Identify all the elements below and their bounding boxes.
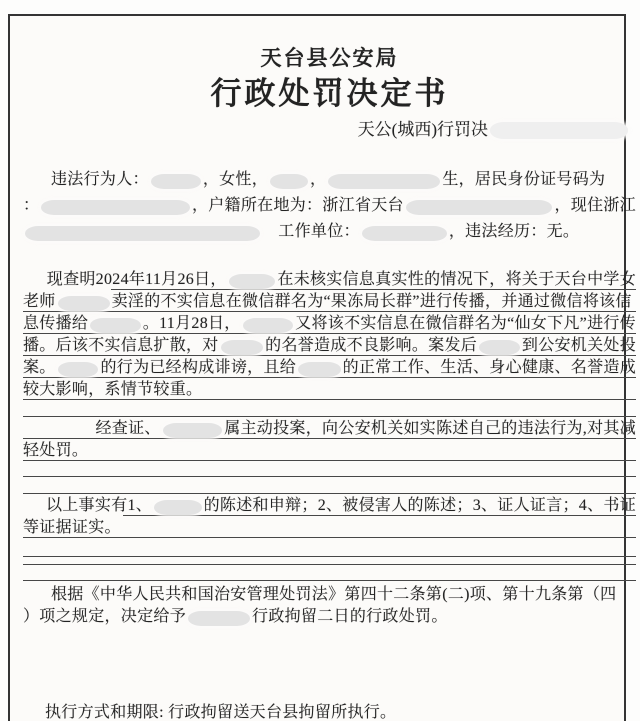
issuing-agency-name: 天台县公安局 xyxy=(260,46,399,70)
document-line xyxy=(23,356,636,378)
document-line xyxy=(23,701,636,721)
text-segment: ，女性， xyxy=(202,171,269,188)
document-line xyxy=(23,190,636,216)
document-line xyxy=(23,290,636,312)
text-segment: 根据《中华人民共和国治安管理处罚法》第四十二条第(二)项、第十九条第（四 xyxy=(51,586,617,603)
text-segment: ，违法经历：无。 xyxy=(448,223,580,240)
text-segment: 又将该不实信息在微信群名为“仙女下凡”进行传 xyxy=(295,315,636,332)
form-rule-line xyxy=(23,564,636,565)
redaction-blob xyxy=(328,174,440,189)
text-segment: 行政拘留二日的行政处罚。 xyxy=(252,608,448,625)
text-segment: 等证据证实。 xyxy=(23,519,121,536)
document-line xyxy=(23,583,636,605)
text-segment: 较大影响，系情节较重。 xyxy=(23,381,203,398)
text-segment: 。11月28日， xyxy=(142,315,241,332)
text-segment: 属主动投案，向公安机关如实陈述自己的违法行为,对其减 xyxy=(224,420,636,437)
text-segment: 工作单位： xyxy=(262,223,360,240)
document-line xyxy=(23,417,636,439)
text-segment: 2024年11月26日， xyxy=(95,271,227,288)
redaction-blob xyxy=(221,340,264,355)
redaction-blob xyxy=(406,200,553,215)
form-rule-line xyxy=(23,476,636,477)
text-segment: ， xyxy=(310,171,327,188)
redaction-blob xyxy=(479,340,520,355)
text-segment: 轻处罚。 xyxy=(23,442,89,459)
redaction-blob xyxy=(151,174,201,189)
form-rule-line xyxy=(23,580,636,581)
document-border-frame xyxy=(8,14,636,721)
text-segment: 案。 xyxy=(23,359,56,376)
redaction-blob xyxy=(362,226,447,241)
text-segment: 现查明 xyxy=(46,271,96,288)
redaction-blob xyxy=(229,274,276,289)
redaction-blob xyxy=(25,226,260,241)
document-line xyxy=(23,538,636,557)
document-line xyxy=(23,494,636,516)
document-line xyxy=(23,605,636,627)
redaction-blob xyxy=(270,174,308,189)
text-segment: ： xyxy=(23,197,40,214)
text-segment: 息传播给 xyxy=(23,315,89,332)
document-line xyxy=(23,565,636,581)
document-line xyxy=(23,439,636,461)
document-line xyxy=(23,378,636,400)
document-body xyxy=(23,164,636,721)
redaction-blob xyxy=(490,122,628,139)
redaction-blob xyxy=(243,318,294,333)
document-line xyxy=(23,461,636,477)
text-segment: ）项之规定，决定给予 xyxy=(23,608,187,625)
document-line xyxy=(23,164,636,190)
evidence-paragraph xyxy=(23,494,636,581)
redaction-blob xyxy=(163,423,222,438)
redaction-blob xyxy=(154,500,202,515)
document-line xyxy=(23,400,636,417)
text-segment: 的陈述和申辩；2、被侵害人的陈述；3、证人证言；4、书证 xyxy=(203,497,636,514)
text-segment: 的正常工作、生活、身心健康、名誉造成 xyxy=(342,359,636,376)
document-line xyxy=(23,557,636,565)
document-line xyxy=(23,334,636,356)
text-segment: 在未核实信息真实性的情况下，将关于天台中学女 xyxy=(277,271,636,288)
findings-paragraph xyxy=(23,268,636,417)
text-segment: 到公安机关处投 xyxy=(521,337,636,354)
text-segment: 经查证、 xyxy=(95,420,161,437)
form-rule-line xyxy=(23,460,636,461)
redaction-blob xyxy=(90,318,141,333)
redaction-blob xyxy=(41,200,190,215)
text-segment: 违法行为人： xyxy=(51,171,149,188)
text-segment: 以上事实有 xyxy=(45,497,128,514)
redaction-blob xyxy=(298,362,341,377)
document-number-prefix: 天公(城西)行罚决 xyxy=(357,120,488,139)
text-segment: 老师 xyxy=(23,293,56,310)
text-segment: 生，居民身份证号码为 xyxy=(442,171,606,188)
document-line xyxy=(23,477,636,494)
document-line xyxy=(23,216,636,242)
execution-paragraph xyxy=(23,701,636,721)
redaction-blob xyxy=(58,296,110,311)
text-segment: 的行为已经构成诽谤，且给 xyxy=(100,359,297,376)
decision-paragraph xyxy=(23,583,636,627)
form-rule-line xyxy=(23,416,636,417)
text-segment: ，户籍所在地为：浙江省天台 xyxy=(191,197,404,214)
redaction-blob xyxy=(58,362,99,377)
form-rule-line xyxy=(23,493,636,494)
text-segment: 卖淫的不实信息在微信群名为“果冻局长群”进行传播，并通过微信将该信 xyxy=(111,293,632,310)
redaction-blob xyxy=(188,611,250,626)
document-title: 行政处罚决定书 xyxy=(210,76,449,111)
document-line xyxy=(23,516,636,538)
surrender-paragraph xyxy=(23,417,636,494)
document-line xyxy=(23,268,636,290)
form-rule-line xyxy=(23,556,636,557)
document-number-row xyxy=(23,116,636,140)
document-content xyxy=(23,32,636,721)
violator-info-paragraph xyxy=(23,164,636,242)
text-segment: 执行方式和期限: 行政拘留送天台县拘留所执行。 xyxy=(45,704,397,721)
text-segment: 播。后该不实信息扩散，对 xyxy=(23,337,219,354)
text-segment: 的名誉造成不良影响。案发后 xyxy=(265,337,478,354)
text-segment: ，现住浙江 xyxy=(554,197,636,214)
text-segment: 1、 xyxy=(127,497,153,514)
document-line xyxy=(23,312,636,334)
